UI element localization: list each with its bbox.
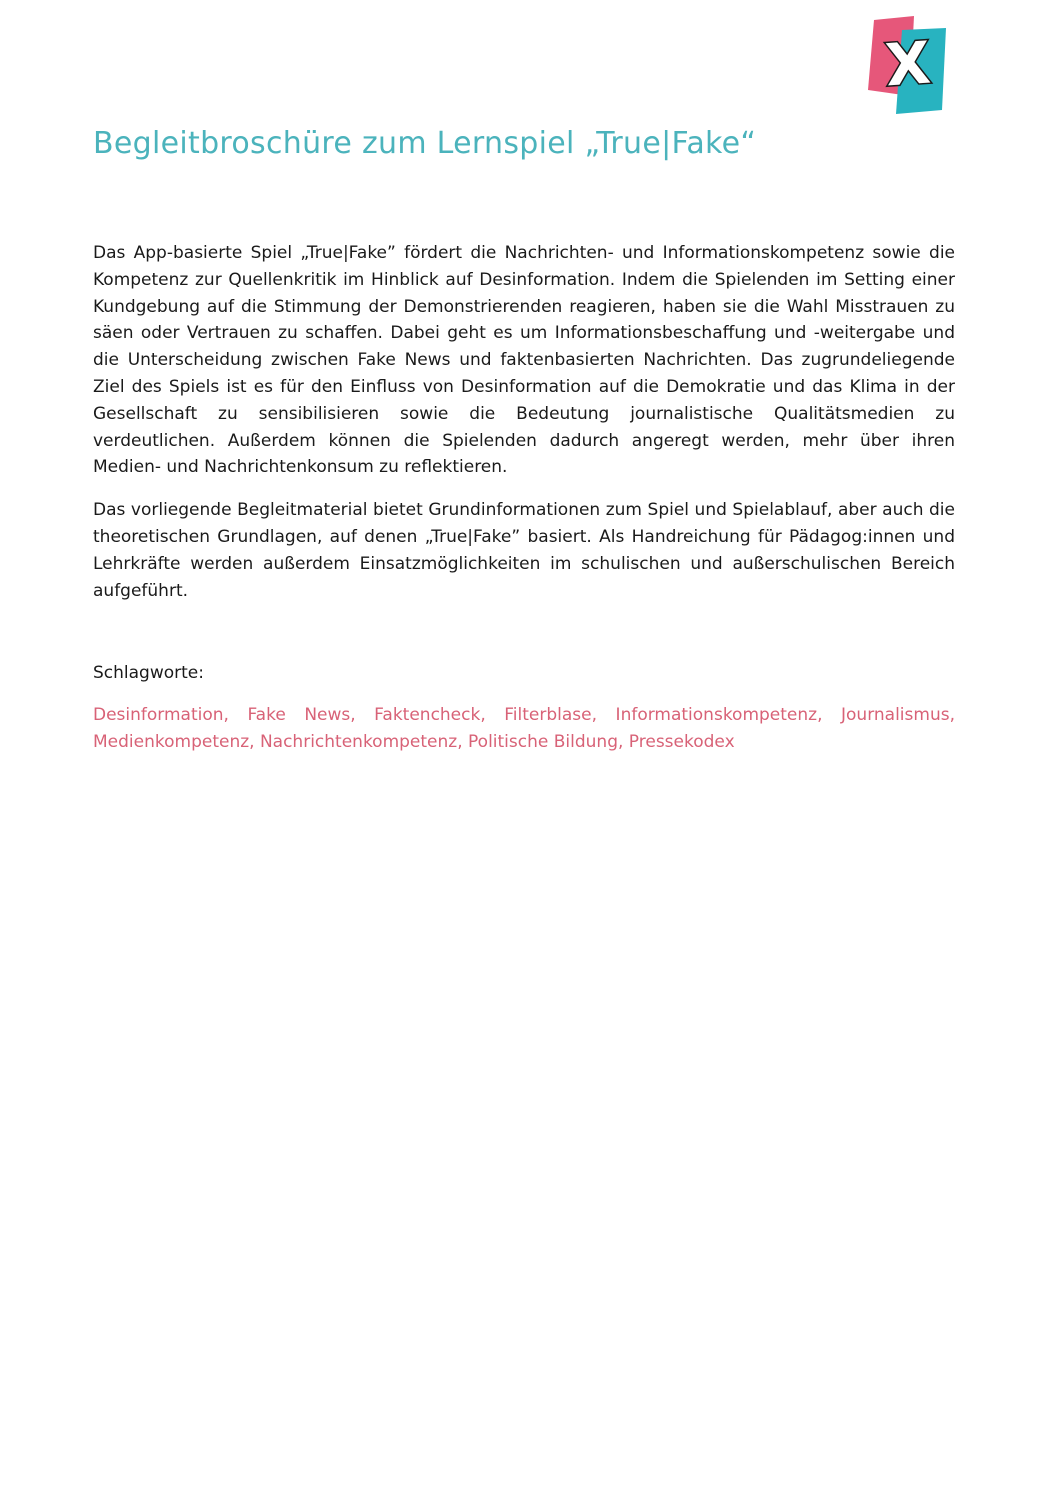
truefake-logo bbox=[866, 16, 950, 116]
intro-paragraph: Das App-basierte Spiel „True|Fake” fördert die Nachrichten- und Informationskompetenz sowie die Kompetenz zur Quellenkritik im Hinblick auf Desinformation. Indem die Spielenden im Setting einer Kundgebung auf die Stimmung der Demonstrierenden reagieren, haben sie die Wahl Misstrauen zu säen oder Vertrauen zu schaffen. Dabei geht es um Informationsbeschaffung und -weitergabe und die Unterscheidung zwischen Fake News und faktenbasierten Nachrichten. Das zugrundeliegende Ziel des Spiels ist es für den Einfluss von Desinformation auf die Demokratie und das Klima in der Gesellschaft zu sensibilisieren sowie die Bedeutung journalistische Qualitätsmedien zu verdeutlichen. Außerdem können die Spielenden dadurch angeregt werden, mehr über ihren Medien- und Nachrichtenkonsum zu reflektieren. bbox=[93, 243, 955, 478]
keywords-list: Desinformation, Fake News, Faktencheck, Filterblase, Informationskompetenz, Journalismus, Medienkompetenz, Nachrichtenkompetenz, Politische Bildung, Pressekodex bbox=[93, 705, 955, 752]
page-title: Begleitbroschüre zum Lernspiel „True|Fake“ bbox=[93, 126, 757, 161]
document-body bbox=[93, 240, 955, 756]
logo-letter: X bbox=[883, 28, 933, 100]
keywords-label: Schlagworte: bbox=[93, 663, 204, 684]
material-paragraph: Das vorliegende Begleitmaterial bietet Grundinformationen zum Spiel und Spielablauf, aber auch die theoretischen Grundlagen, auf denen „True|Fake” basiert. Als Handreichung für Pädagog:innen und Lehrkräfte werden außerdem Einsatzmöglichkeiten im schulischen und außerschulischen Bereich aufgeführt. bbox=[93, 500, 955, 601]
